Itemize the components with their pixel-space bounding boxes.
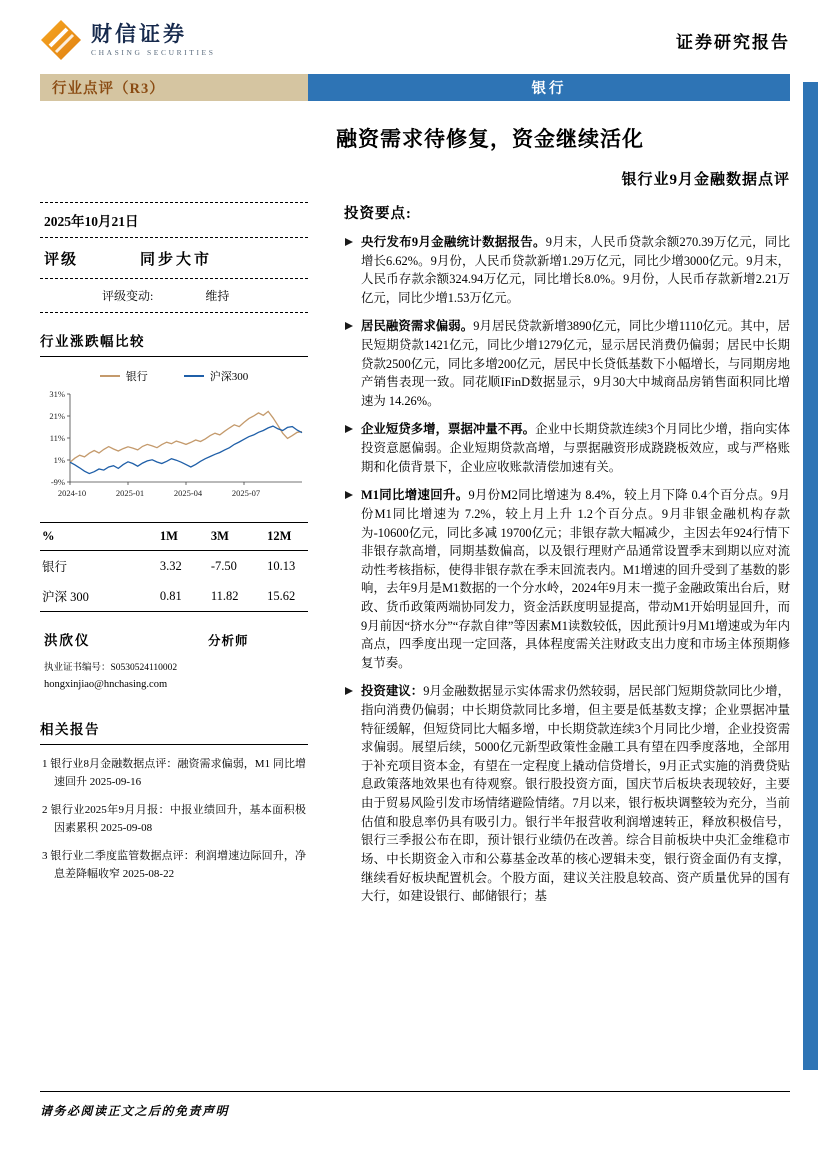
arrow-bullet-icon: [345, 425, 353, 433]
disclaimer-text: 请务必阅读正文之后的免责声明: [40, 1104, 230, 1118]
table-row: [40, 551, 308, 582]
perf-table-col-header: 12M: [265, 523, 308, 551]
arrow-bullet-icon: [345, 687, 353, 695]
hs300-line-swatch-icon: [184, 375, 204, 377]
bullet-list: [344, 233, 790, 906]
analyst-title: 分析师: [208, 634, 249, 648]
rating-label: 评级: [44, 252, 79, 268]
rating-change-value: 维持: [205, 289, 230, 303]
svg-text:31%: 31%: [49, 389, 65, 399]
svg-text:21%: 21%: [49, 411, 65, 421]
sidebar: [40, 202, 308, 906]
row-value: 11.82: [210, 588, 239, 603]
arrow-bullet-icon: [345, 491, 353, 499]
bullet-lead: 企业短贷多增，票据冲量不再。: [361, 422, 536, 437]
report-title: 融资需求待修复，资金继续活化: [336, 127, 644, 151]
related-reports-title: 相关报告: [40, 718, 308, 745]
header-bar: [40, 0, 790, 64]
row-value: 10.13: [267, 558, 296, 573]
bullet-text: 企业中长期贷款连续3个月同比少增，指向实体投资意愿偏弱。企业短期贷款高增，与票据融资形成跷跷板效应，或与严格账期和化债背景下，企业应收账款清偿加速有关。: [361, 422, 790, 474]
bullet-item: [344, 317, 790, 410]
row-value: 3.32: [159, 558, 182, 573]
page-footer: [40, 1091, 790, 1119]
svg-text:-9%: -9%: [50, 477, 65, 487]
chart-section-title: 行业涨跌幅比较: [40, 330, 308, 357]
band-industry: 银行: [308, 74, 790, 101]
bullet-text-block: [361, 486, 790, 672]
legend-label-bank: 银行: [125, 371, 148, 383]
chart-line-银行: [70, 411, 302, 462]
related-report-item: 1 银行业8月金融数据点评：融资需求偏弱，M1 同比增速回升 2025-09-16: [42, 758, 306, 788]
company-logo: [40, 19, 216, 61]
legend-label-hs300: 沪深300: [209, 371, 249, 383]
content-columns: [40, 202, 790, 906]
svg-text:2025-04: 2025-04: [173, 488, 203, 498]
chart-line-沪深300: [70, 426, 302, 474]
bullet-item: [344, 420, 790, 476]
svg-text:2025-07: 2025-07: [231, 488, 261, 498]
bullet-item: [344, 682, 790, 905]
category-band: [40, 74, 790, 101]
chart-area: [40, 388, 308, 510]
bullet-text-block: [361, 420, 790, 476]
chart-legend: [40, 368, 308, 384]
analyst-cert-number: 执业证书编号：S0530524110002: [44, 663, 178, 673]
bullet-text-block: [361, 233, 790, 307]
bullet-text: 9月居民贷款新增3890亿元，同比少增1110亿元。其中，居民短期贷款1421亿元，同比少增1279亿元，显示居民消费仍偏弱；居民中长期贷款2500亿元，同比多增200亿元，居民中长贷低基数下小幅增长，与同期房地产销售表现一致。同花顺IFinD数据显示，9月30大中城商品房销售面积同比增速为 14.26%。: [361, 319, 790, 408]
svg-text:2024-10: 2024-10: [57, 488, 87, 498]
bullet-lead: 投资建议：: [361, 684, 424, 699]
performance-table-header: [40, 523, 308, 551]
bullet-lead: 央行发布9月金融统计数据报告。: [361, 235, 546, 249]
row-value: 15.62: [267, 588, 296, 603]
report-date: 2025年10月21日: [40, 202, 308, 238]
performance-chart-section: [40, 330, 308, 510]
company-name: [91, 23, 216, 57]
right-edge-accent-bar: [803, 82, 818, 1070]
row-value: 0.81: [159, 588, 182, 603]
svg-text:2025-01: 2025-01: [115, 488, 145, 498]
rating-change-label: 评级变动:: [102, 289, 154, 303]
related-report-item: 3 银行业二季度监管数据点评：利润增速边际回升，净息差降幅收窄 2025-08-22: [42, 850, 306, 880]
perf-table-col-header: %: [40, 523, 158, 551]
bullet-lead: M1同比增速回升。: [361, 488, 469, 503]
related-report-item: 2 银行业2025年9月月报：中报业绩回升，基本面积极因素累积 2025-09-08: [42, 804, 306, 834]
legend-item-bank: [100, 368, 148, 384]
bullet-text: 9月份M2同比增速为 8.4%，较上月下降 0.4个百分点。9月份M1同比增速为 7.2%，较上月上升 1.2个百分点。9月非银金融机构存款为-10600亿元，同比多减 19700亿元；非银存款大幅减少，主因去年924行情下非银存款高增，同期基数偏高，以及银行理财产品通常设置季末到期以应对流动性考核指标，使得非银存款在季末回流表内。M1增速的回升受到了基数的影响，去年9月是M1数据的一个分水岭，2024年9月末一揽子金融政策出台后，财政、货币政策两端协同发力，资金活跃度明显提高，带动M1开始明显回升，而9月前因“挤水分”“存款自律”等因素M1读数较低，因此预计9月M1增速或为年内高点，四季度出现一定回落，具体程度需关注财政支出力度和市场主体预期修复节奏。: [361, 488, 790, 670]
analyst-email-link[interactable]: hongxinjiao@hnchasing.com: [44, 679, 168, 690]
bullet-item: [344, 233, 790, 307]
report-subtitle: 银行业9月金融数据点评: [621, 172, 790, 188]
rating-change-row: [40, 279, 308, 313]
bullet-lead: 居民融资需求偏弱。: [361, 319, 474, 334]
row-value: -7.50: [210, 558, 237, 573]
diamond-logo-icon: [40, 19, 82, 61]
band-report-category: 行业点评（R3）: [40, 74, 308, 101]
perf-table-col-header: 1M: [158, 523, 209, 551]
analyst-row: [40, 629, 308, 649]
table-row: [40, 581, 308, 612]
main-content: [344, 202, 790, 906]
arrow-bullet-icon: [345, 322, 353, 330]
row-name: 银行: [42, 560, 68, 574]
bullet-text-block: [361, 682, 790, 905]
analyst-name: 洪欣仪: [44, 633, 91, 648]
bullet-item: [344, 486, 790, 672]
related-reports-list: [40, 756, 308, 884]
rating-value: 同步大市: [140, 252, 213, 268]
bullet-text: 9月金融数据显示实体需求仍然较弱，居民部门短期贷款同比少增，指向消费仍偏弱；中长期贷款同比多增，但主要是低基数支撑；企业票据冲量特征缓解，但短贷同比大幅多增，中长期贷款连续3个月同比少增，企业投资需求偏弱。展望后续，5000亿元新型政策性金融工具有望在四季度落地，全部用于补充项目资本金，有望在一定程度上撬动信贷增长，9月正式实施的消费贷贴息政策落地效果也有待观察。银行股投资方面，国庆节后板块表现较好，主要由于贸易风险引发市场情绪避险情绪。7月以来，银行板块调整较为充分，当前估值和股息率仍具有吸引力。银行半年报营收利润增速转正，释放积极信号，银行三季报公布在即，预计银行业绩仍在改善。综合目前板块中央汇金维稳市场、中长期资金入市和公募基金改革的核心逻辑未变，银行资金面仍有支撑，继续看好板块配置机会。个股方面，建议关注股息较高、资产质量优异的国有大行，如建设银行、邮储银行；基: [361, 684, 791, 904]
arrow-bullet-icon: [345, 238, 353, 246]
bank-line-swatch-icon: [100, 375, 120, 377]
bullet-text-block: [361, 317, 790, 410]
related-reports-section: [40, 718, 308, 884]
investment-points-heading: 投资要点:: [344, 206, 412, 222]
report-type-label: 证券研究报告: [676, 32, 790, 52]
bullet-text: 9月末，人民币贷款余额270.39万亿元，同比增长6.62%。9月份，人民币贷款新增1.29万亿元，同比少增3000亿元。9月末，人民币存款余额324.94万亿元，同比增长8.0%。9月份，人民币存款新增2.21万亿元，同比少增1.53万亿元。: [361, 235, 790, 305]
performance-chart: [40, 388, 308, 510]
svg-text:11%: 11%: [49, 433, 65, 443]
performance-table: [40, 522, 308, 612]
legend-item-hs300: [184, 368, 249, 384]
company-name-en: CHASING SECURITIES: [91, 48, 216, 58]
row-name: 沪深 300: [42, 590, 89, 604]
company-name-cn: 财信证券: [91, 21, 187, 46]
perf-table-col-header: 3M: [209, 523, 265, 551]
svg-text:1%: 1%: [53, 455, 65, 465]
rating-row: [40, 238, 308, 279]
